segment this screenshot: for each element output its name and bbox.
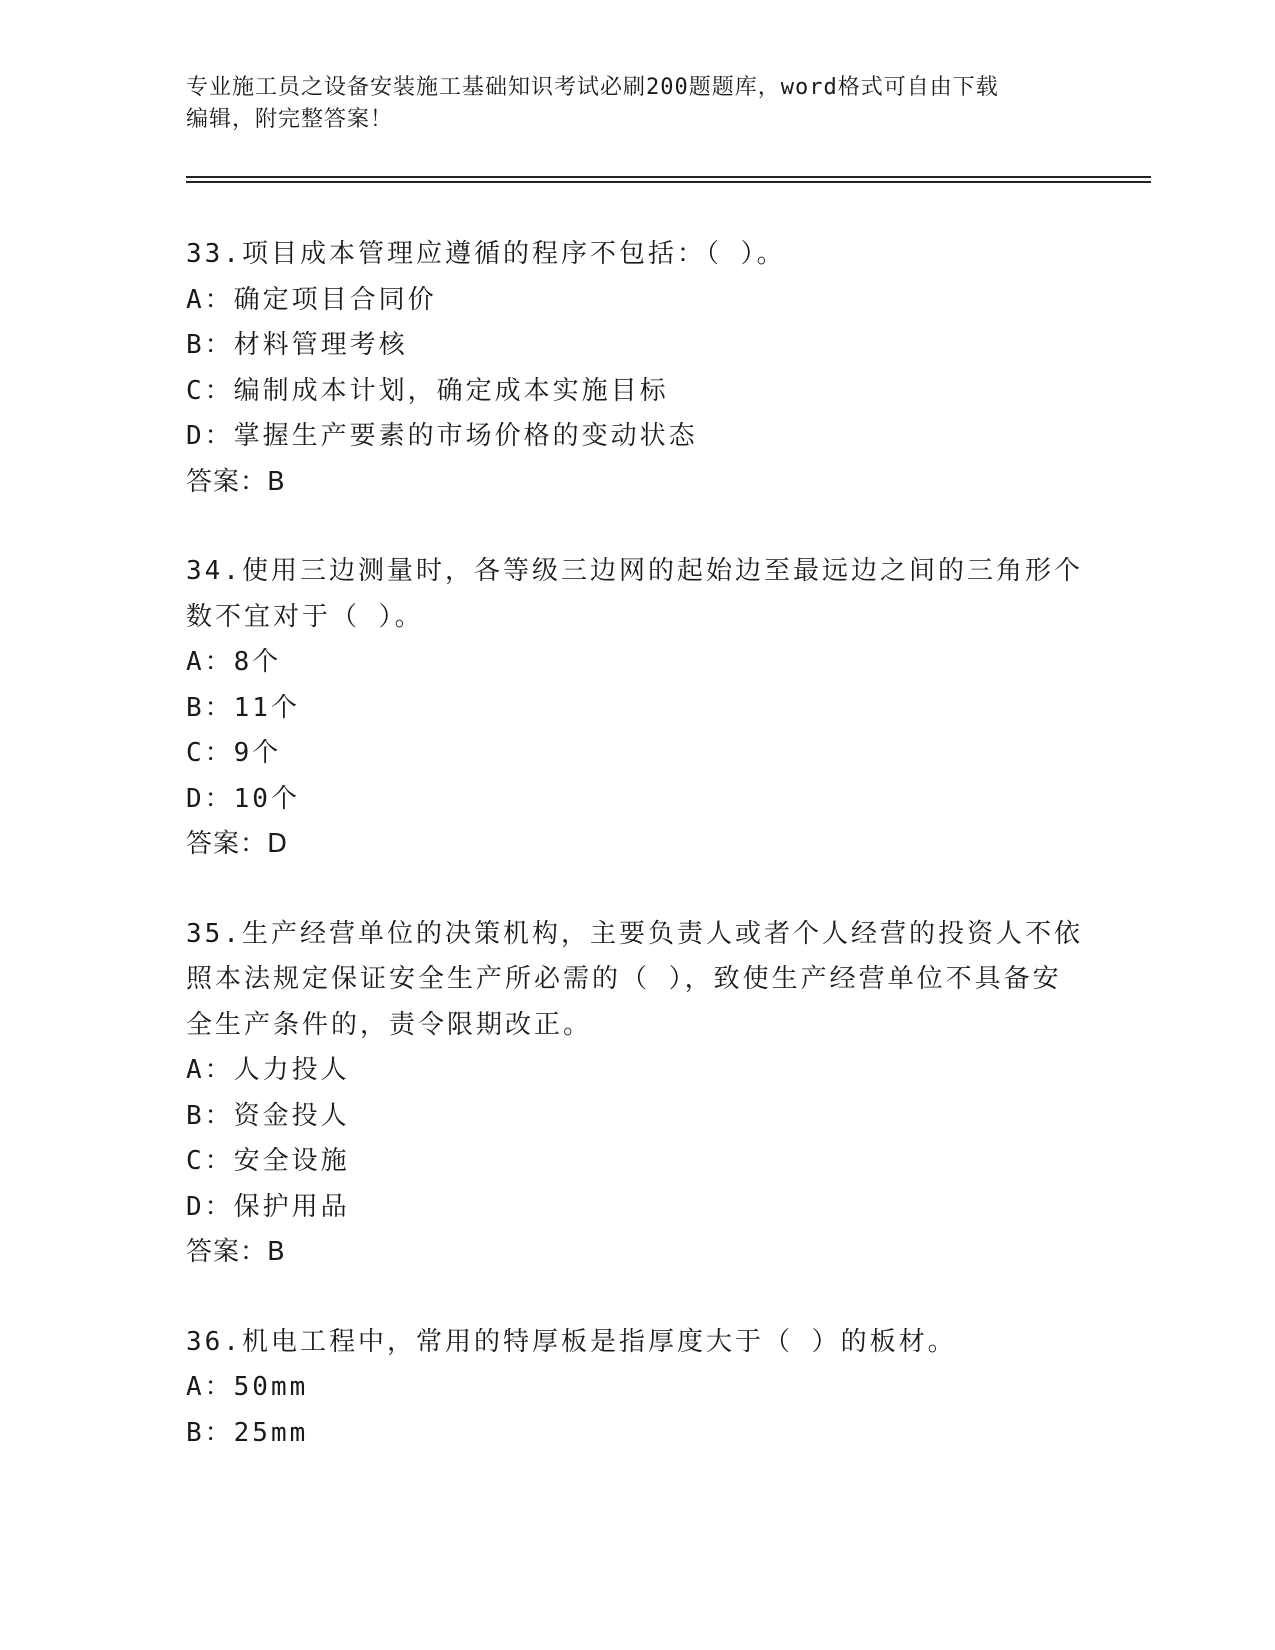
option-b: B：11个 [186,692,300,723]
option-b: B：材料管理考核 [186,330,408,360]
option-a: A：8个 [186,647,282,677]
answer: 答案：D [186,829,289,859]
option-a: A：50mm [186,1372,309,1402]
question-35 [186,912,1086,1276]
option-c: C：编制成本计划，确定成本实施目标 [186,375,669,406]
answer: 答案：B [186,1237,286,1267]
header-rule-bottom [186,181,1151,183]
question-stem: 36.机电工程中，常用的特厚板是指厚度大于（ ）的板材。 [186,1326,957,1357]
header-rule-top [186,176,1151,178]
question-stem: 35.生产经营单位的决策机构，主要负责人或者个人经营的投资人不依 [186,918,1083,949]
question-33 [186,232,1086,505]
option-a: A：确定项目合同价 [186,284,437,315]
header-line-2: 编辑，附完整答案！ [186,107,394,132]
question-36 [186,1320,1086,1457]
question-stem: 数不宜对于（ ）。 [186,601,424,632]
question-stem: 全生产条件的，责令限期改正。 [186,1009,593,1040]
question-list [186,232,1086,1456]
question-stem: 34.使用三边测量时，各等级三边网的起始边至最远边之间的三角形个 [186,556,1083,586]
question-34 [186,549,1086,868]
header-line-1: 专业施工员之设备安装施工基础知识考试必刷200题题库，word格式可自由下载 [186,75,999,100]
question-stem: 照本法规定保证安全生产所必需的（ ），致使生产经营单位不具备安 [186,964,1062,994]
document-header [186,72,1086,136]
option-d: D：保护用品 [186,1191,350,1222]
option-d: D：10个 [186,783,300,814]
option-b: B：资金投人 [186,1100,350,1131]
option-c: C：安全设施 [186,1146,350,1176]
option-a: A：人力投人 [186,1055,350,1085]
answer: 答案：B [186,466,286,497]
option-b: B：25mm [186,1417,309,1448]
question-stem: 33.项目成本管理应遵循的程序不包括：（ ）。 [186,239,786,269]
option-c: C：9个 [186,738,282,768]
option-d: D：掌握生产要素的市场价格的变动状态 [186,421,698,451]
